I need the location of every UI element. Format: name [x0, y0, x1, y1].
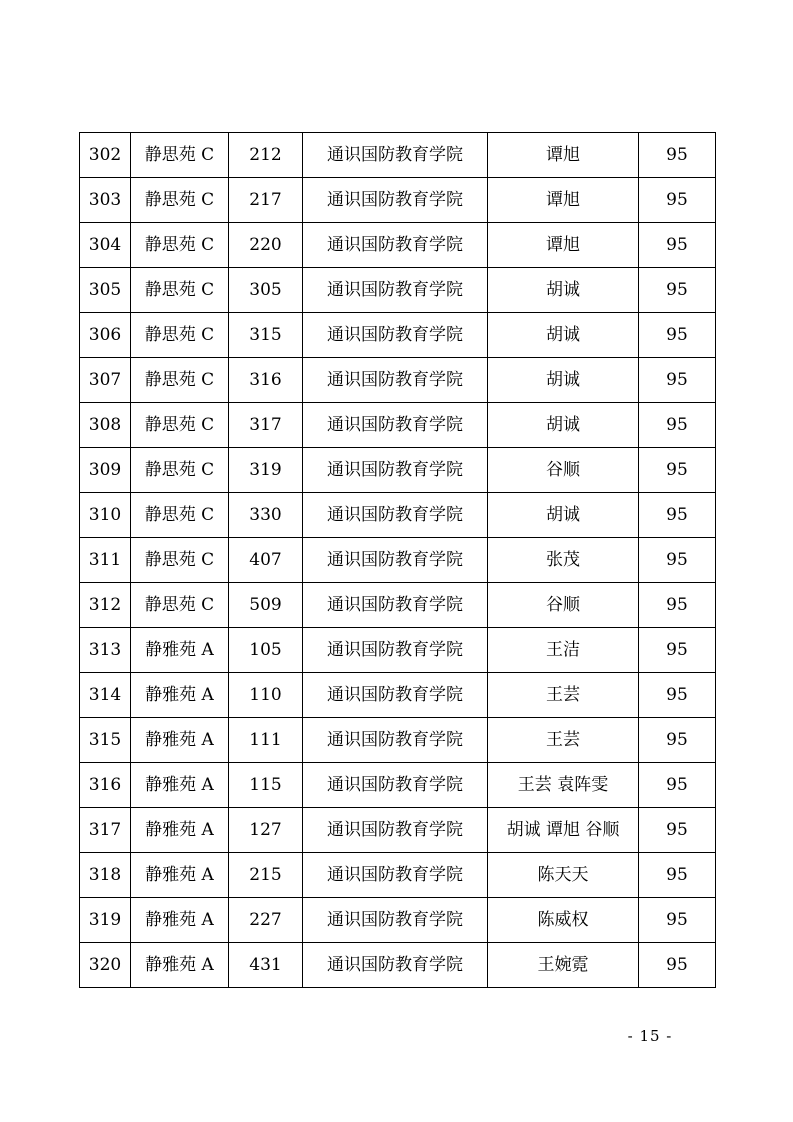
- cell-building: 静雅苑 A: [131, 943, 229, 988]
- cell-building: 静思苑 C: [131, 583, 229, 628]
- cell-score: 95: [639, 223, 716, 268]
- cell-person: 王芸: [488, 718, 639, 763]
- cell-room: 212: [229, 133, 303, 178]
- cell-room: 227: [229, 898, 303, 943]
- cell-number: 316: [80, 763, 131, 808]
- cell-person: 胡诚: [488, 358, 639, 403]
- cell-number: 307: [80, 358, 131, 403]
- cell-room: 319: [229, 448, 303, 493]
- cell-room: 215: [229, 853, 303, 898]
- table-row: [80, 313, 716, 358]
- cell-number: 318: [80, 853, 131, 898]
- cell-room: 316: [229, 358, 303, 403]
- cell-person: 王洁: [488, 628, 639, 673]
- cell-number: 308: [80, 403, 131, 448]
- cell-score: 95: [639, 628, 716, 673]
- cell-number: 313: [80, 628, 131, 673]
- records-table: [79, 132, 716, 988]
- cell-college: 通识国防教育学院: [303, 403, 488, 448]
- cell-score: 95: [639, 268, 716, 313]
- table-row: [80, 538, 716, 583]
- cell-college: 通识国防教育学院: [303, 493, 488, 538]
- cell-person: 胡诚: [488, 268, 639, 313]
- cell-building: 静思苑 C: [131, 178, 229, 223]
- cell-score: 95: [639, 583, 716, 628]
- cell-room: 115: [229, 763, 303, 808]
- cell-score: 95: [639, 538, 716, 583]
- cell-score: 95: [639, 358, 716, 403]
- cell-college: 通识国防教育学院: [303, 808, 488, 853]
- cell-college: 通识国防教育学院: [303, 268, 488, 313]
- cell-person: 陈威权: [488, 898, 639, 943]
- cell-college: 通识国防教育学院: [303, 673, 488, 718]
- cell-score: 95: [639, 313, 716, 358]
- cell-score: 95: [639, 673, 716, 718]
- table-row: [80, 448, 716, 493]
- cell-room: 407: [229, 538, 303, 583]
- cell-score: 95: [639, 853, 716, 898]
- cell-score: 95: [639, 133, 716, 178]
- cell-number: 312: [80, 583, 131, 628]
- cell-score: 95: [639, 943, 716, 988]
- cell-person: 谷顺: [488, 583, 639, 628]
- cell-college: 通识国防教育学院: [303, 943, 488, 988]
- cell-room: 217: [229, 178, 303, 223]
- cell-room: 111: [229, 718, 303, 763]
- cell-building: 静雅苑 A: [131, 808, 229, 853]
- cell-college: 通识国防教育学院: [303, 313, 488, 358]
- table-row: [80, 358, 716, 403]
- cell-building: 静思苑 C: [131, 268, 229, 313]
- cell-college: 通识国防教育学院: [303, 133, 488, 178]
- cell-number: 319: [80, 898, 131, 943]
- cell-number: 317: [80, 808, 131, 853]
- cell-score: 95: [639, 898, 716, 943]
- table-row: [80, 808, 716, 853]
- table-row: [80, 718, 716, 763]
- cell-person: 王芸 袁阵雯: [488, 763, 639, 808]
- cell-building: 静思苑 C: [131, 133, 229, 178]
- table-row: [80, 403, 716, 448]
- cell-score: 95: [639, 403, 716, 448]
- cell-score: 95: [639, 763, 716, 808]
- table-row: [80, 628, 716, 673]
- cell-college: 通识国防教育学院: [303, 538, 488, 583]
- cell-college: 通识国防教育学院: [303, 718, 488, 763]
- table-row: [80, 268, 716, 313]
- cell-person: 陈天天: [488, 853, 639, 898]
- table-row: [80, 223, 716, 268]
- cell-person: 王芸: [488, 673, 639, 718]
- cell-building: 静思苑 C: [131, 223, 229, 268]
- cell-building: 静思苑 C: [131, 313, 229, 358]
- cell-number: 302: [80, 133, 131, 178]
- cell-score: 95: [639, 808, 716, 853]
- page-number: - 15 -: [627, 1027, 673, 1045]
- cell-number: 306: [80, 313, 131, 358]
- cell-building: 静雅苑 A: [131, 898, 229, 943]
- cell-number: 310: [80, 493, 131, 538]
- cell-score: 95: [639, 718, 716, 763]
- cell-building: 静思苑 C: [131, 358, 229, 403]
- cell-person: 胡诚 谭旭 谷顺: [488, 808, 639, 853]
- cell-person: 谷顺: [488, 448, 639, 493]
- cell-room: 105: [229, 628, 303, 673]
- cell-room: 110: [229, 673, 303, 718]
- table-row: [80, 493, 716, 538]
- cell-person: 张茂: [488, 538, 639, 583]
- cell-college: 通识国防教育学院: [303, 898, 488, 943]
- cell-person: 胡诚: [488, 403, 639, 448]
- cell-building: 静思苑 C: [131, 538, 229, 583]
- cell-room: 330: [229, 493, 303, 538]
- cell-score: 95: [639, 493, 716, 538]
- cell-college: 通识国防教育学院: [303, 628, 488, 673]
- cell-building: 静思苑 C: [131, 493, 229, 538]
- cell-college: 通识国防教育学院: [303, 178, 488, 223]
- cell-number: 315: [80, 718, 131, 763]
- cell-building: 静思苑 C: [131, 448, 229, 493]
- cell-score: 95: [639, 448, 716, 493]
- cell-person: 谭旭: [488, 223, 639, 268]
- cell-building: 静雅苑 A: [131, 628, 229, 673]
- table-row: [80, 898, 716, 943]
- cell-room: 509: [229, 583, 303, 628]
- table-row: [80, 853, 716, 898]
- cell-person: 谭旭: [488, 178, 639, 223]
- cell-building: 静雅苑 A: [131, 853, 229, 898]
- cell-room: 127: [229, 808, 303, 853]
- cell-room: 315: [229, 313, 303, 358]
- table-row: [80, 133, 716, 178]
- cell-person: 王婉霓: [488, 943, 639, 988]
- cell-building: 静思苑 C: [131, 403, 229, 448]
- table-row: [80, 178, 716, 223]
- cell-room: 220: [229, 223, 303, 268]
- cell-college: 通识国防教育学院: [303, 223, 488, 268]
- cell-building: 静雅苑 A: [131, 718, 229, 763]
- cell-number: 303: [80, 178, 131, 223]
- cell-building: 静雅苑 A: [131, 673, 229, 718]
- cell-college: 通识国防教育学院: [303, 853, 488, 898]
- cell-score: 95: [639, 178, 716, 223]
- cell-person: 胡诚: [488, 493, 639, 538]
- records-table-body: [80, 133, 716, 988]
- cell-room: 431: [229, 943, 303, 988]
- cell-person: 胡诚: [488, 313, 639, 358]
- cell-building: 静雅苑 A: [131, 763, 229, 808]
- cell-room: 305: [229, 268, 303, 313]
- table-row: [80, 673, 716, 718]
- table-row: [80, 583, 716, 628]
- cell-number: 314: [80, 673, 131, 718]
- table-row: [80, 763, 716, 808]
- cell-number: 320: [80, 943, 131, 988]
- cell-number: 304: [80, 223, 131, 268]
- cell-number: 305: [80, 268, 131, 313]
- cell-college: 通识国防教育学院: [303, 358, 488, 403]
- cell-number: 311: [80, 538, 131, 583]
- table-row: [80, 943, 716, 988]
- cell-college: 通识国防教育学院: [303, 448, 488, 493]
- cell-room: 317: [229, 403, 303, 448]
- cell-college: 通识国防教育学院: [303, 763, 488, 808]
- cell-number: 309: [80, 448, 131, 493]
- cell-college: 通识国防教育学院: [303, 583, 488, 628]
- cell-person: 谭旭: [488, 133, 639, 178]
